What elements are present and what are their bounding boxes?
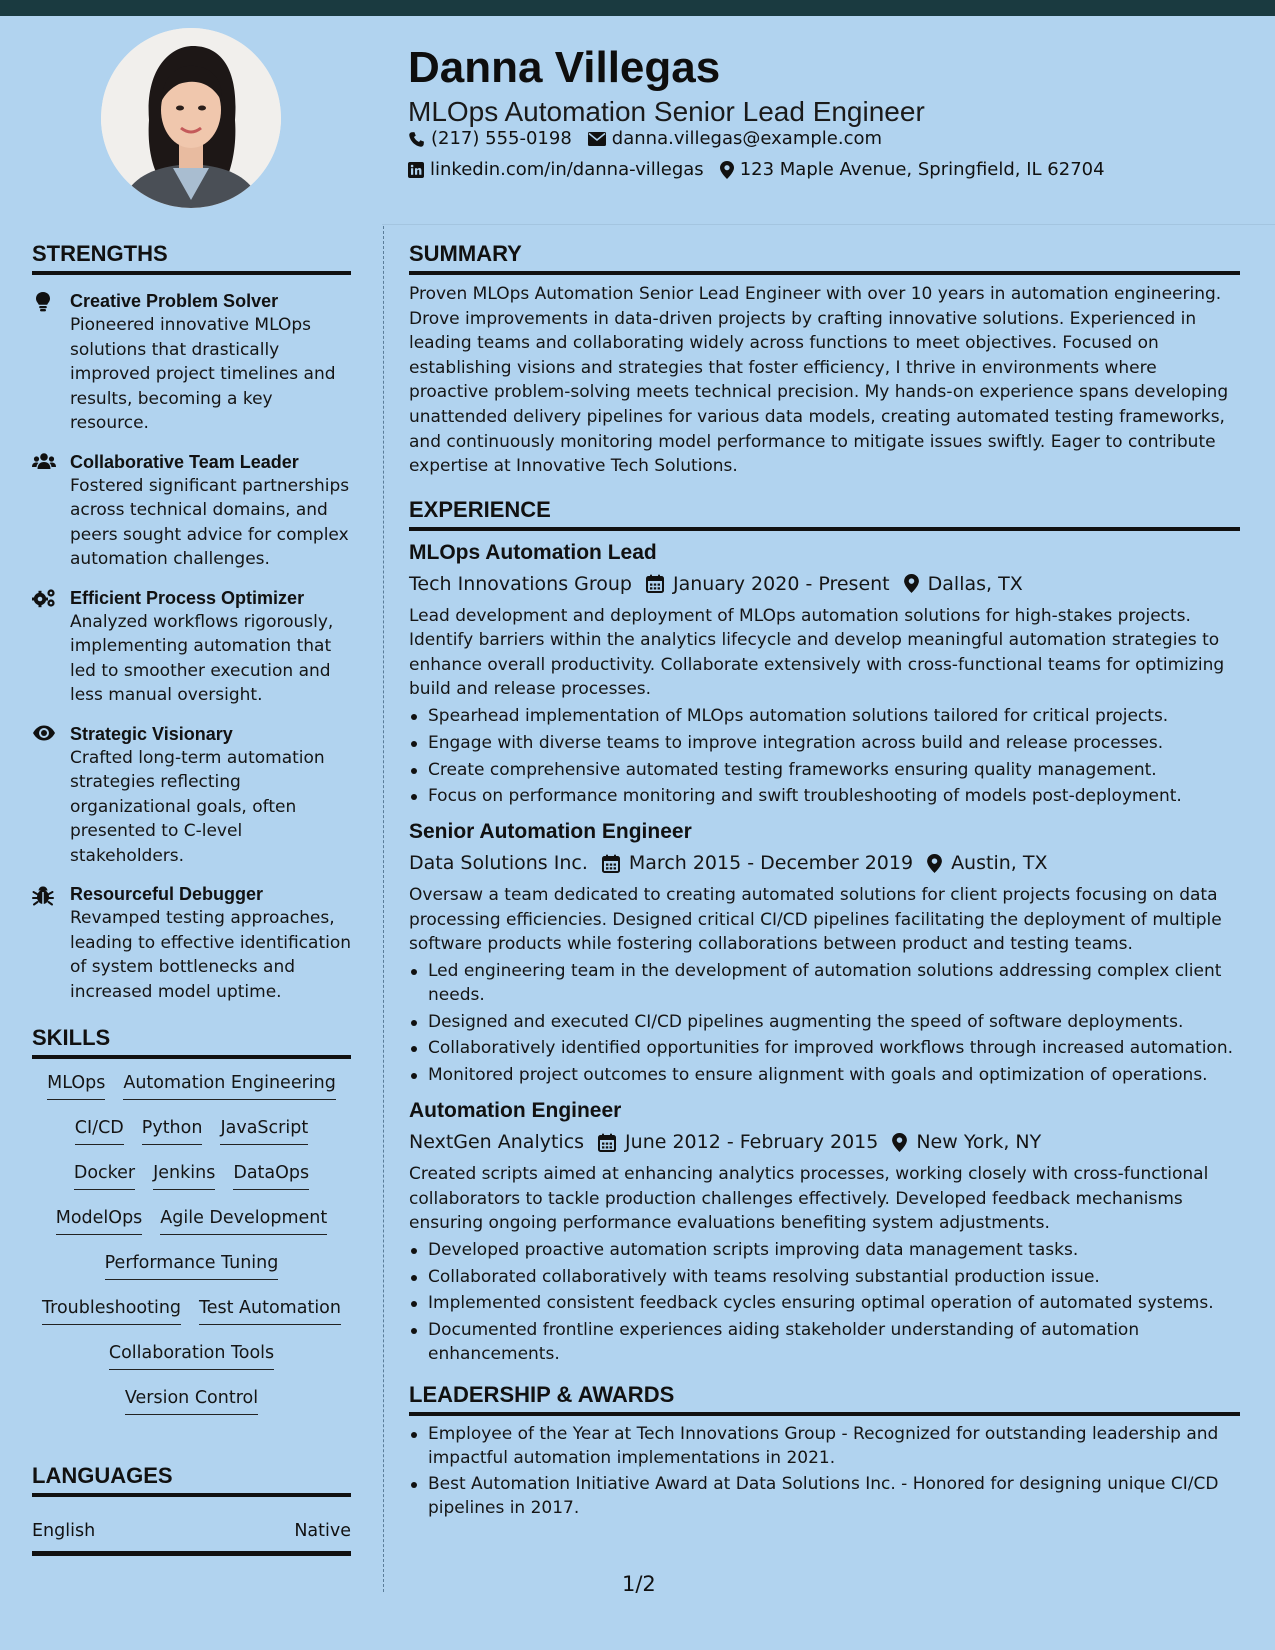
linkedin-contact[interactable] — [408, 158, 704, 182]
skill-row — [32, 1071, 351, 1116]
skill-tag: Troubleshooting — [42, 1296, 181, 1325]
job-location-text: Dallas, TX — [927, 572, 1023, 595]
phone-contact — [408, 127, 572, 151]
job-meta — [409, 849, 1240, 877]
eye-icon — [32, 724, 56, 744]
job-meta — [409, 570, 1240, 598]
award-item: Employee of the Year at Tech Innovations Group - Recognized for outstanding leadership and impactful automation implementations in 2021. — [428, 1422, 1240, 1470]
strength-description: Pioneered innovative MLOps solutions that drastically improved project timelines and results, becoming a key resource. — [70, 315, 336, 433]
job-title: Senior Automation Engineer — [409, 820, 692, 844]
strength-item — [32, 289, 351, 436]
email-contact[interactable] — [588, 127, 882, 151]
bullet-item: Spearhead implementation of MLOps automation solutions tailored for critical projects. — [428, 704, 1240, 728]
right-column — [409, 240, 1240, 1520]
skill-row — [32, 1296, 351, 1341]
skill-tag: Test Automation — [199, 1296, 341, 1325]
bullet-item: Documented frontline experiences aiding stakeholder understanding of automation enhancements. — [428, 1318, 1240, 1366]
skill-row — [32, 1341, 351, 1386]
skill-tag: Performance Tuning — [105, 1251, 279, 1280]
top-accent-bar — [0, 0, 1275, 16]
summary-text: Proven MLOps Automation Senior Lead Engineer with over 10 years in automation engineering. Drove improvements in data-driven projects by crafting innovative solutions. Experienced in leading teams and collaborating widely across functions to meet objectives. Focused on establishing visions and strategies that foster efficiency, I thrive in environments where proactive problem-solving meets technical precision. My hands-on experience spans developing unattended delivery pipelines for various data models, creating automated testing frameworks, and continuously monitoring model performance to mitigate issues swiftly. Eager to contribute expertise at Innovative Tech Solutions. — [409, 284, 1229, 477]
header-divider — [382, 224, 1275, 225]
bullet-item: Developed proactive automation scripts improving data management tasks. — [428, 1238, 1240, 1262]
job-bullets — [409, 959, 1240, 1087]
awards-heading: LEADERSHIP & AWARDS — [409, 1381, 1240, 1416]
strengths-list — [32, 289, 351, 1004]
company-name: NextGen Analytics — [409, 1131, 585, 1153]
job-entry — [409, 539, 1240, 808]
language-row — [32, 1519, 351, 1556]
bullet-item: Monitored project outcomes to ensure alignment with goals and optimization of operations. — [428, 1063, 1240, 1087]
users-icon — [32, 452, 56, 472]
strength-item — [32, 586, 351, 708]
strengths-heading: STRENGTHS — [32, 240, 351, 275]
bullet-item: Engage with diverse teams to improve integration across build and release processes. — [428, 731, 1240, 755]
awards-list — [409, 1422, 1240, 1521]
map-pin-icon — [892, 1133, 907, 1152]
skills-heading: SKILLS — [32, 1024, 351, 1059]
job-meta — [409, 1128, 1240, 1156]
job-title: MLOps Automation Lead — [409, 540, 657, 564]
languages-heading: LANGUAGES — [32, 1462, 351, 1497]
skill-tag: Docker — [74, 1161, 135, 1190]
job-entry — [409, 818, 1240, 1087]
strength-description: Crafted long-term automation strategies reflecting organizational goals, often presented to C-level stakeholders. — [70, 747, 325, 866]
strength-title: Strategic Visionary — [70, 723, 233, 744]
bullet-item: Collaboratively identified opportunities for improved workflows through increased automation. — [428, 1036, 1240, 1060]
skill-tag: Jenkins — [153, 1161, 215, 1190]
skill-tag: MLOps — [47, 1071, 105, 1100]
experience-heading: EXPERIENCE — [409, 496, 1240, 531]
skill-row — [32, 1206, 351, 1251]
job-entry — [409, 1097, 1240, 1366]
skill-tag: Automation Engineering — [123, 1071, 336, 1100]
linkedin-icon — [408, 162, 424, 178]
skill-tag: DataOps — [233, 1161, 309, 1190]
linkedin-text: linkedin.com/in/danna-villegas — [430, 159, 704, 180]
page-number: 1/2 — [622, 1572, 656, 1596]
candidate-role: MLOps Automation Senior Lead Engineer — [408, 96, 925, 127]
job-location — [927, 849, 1047, 877]
address-contact — [720, 158, 1105, 182]
job-description: Created scripts aimed at enhancing analytics processes, working closely with cross-functional collaborators to tackle production challenges effectively. Developed feedback mechanisms ensuring ongoing performance evaluations benefiting system adjustments. — [409, 1164, 1209, 1233]
job-dates-text: January 2020 - Present — [672, 572, 890, 595]
skill-row — [32, 1386, 351, 1431]
skill-tag: Collaboration Tools — [109, 1341, 274, 1370]
contact-row-1 — [408, 127, 898, 151]
skill-tag: ModelOps — [56, 1206, 143, 1235]
calendar-icon — [646, 574, 664, 593]
summary-heading: SUMMARY — [409, 240, 1240, 275]
language-level: Native — [294, 1521, 351, 1541]
map-pin-icon — [904, 574, 919, 593]
strength-title: Creative Problem Solver — [70, 291, 279, 311]
skill-tag: Agile Development — [160, 1206, 327, 1235]
bug-icon — [32, 884, 56, 904]
contact-row-2 — [408, 158, 1121, 182]
bullet-item: Focus on performance monitoring and swift troubleshooting of models post-deployment. — [428, 784, 1240, 808]
gears-icon — [32, 588, 56, 608]
job-location — [904, 570, 1023, 598]
skill-row — [32, 1116, 351, 1161]
job-location-text: New York, NY — [916, 1131, 1042, 1153]
calendar-icon — [598, 1133, 616, 1152]
strength-title: Efficient Process Optimizer — [70, 587, 305, 608]
job-bullets — [409, 704, 1240, 808]
envelope-icon — [588, 132, 606, 146]
strength-title: Resourceful Debugger — [70, 884, 264, 904]
skill-tag: JavaScript — [220, 1116, 308, 1145]
phone-icon — [408, 131, 425, 148]
skill-tag: CI/CD — [75, 1116, 124, 1145]
job-title: Automation Engineer — [409, 1099, 622, 1122]
skill-tag: Python — [142, 1116, 203, 1145]
column-divider — [383, 226, 384, 1592]
bullet-item: Led engineering team in the development of automation solutions addressing complex client needs. — [428, 959, 1240, 1007]
job-dates-text: June 2012 - February 2015 — [625, 1131, 879, 1153]
strength-item — [32, 450, 351, 572]
job-dates-text: March 2015 - December 2019 — [628, 852, 914, 875]
strength-item — [32, 722, 351, 869]
job-description: Oversaw a team dedicated to creating automated solutions for client projects focusing on data processing efficiencies. Designed critical CI/CD pipelines facilitating the deployment of multiple software products while fostering collaborations between product and testing teams. — [409, 885, 1222, 955]
job-location — [892, 1128, 1041, 1156]
job-dates — [646, 570, 890, 598]
award-item: Best Automation Initiative Award at Data Solutions Inc. - Honored for designing unique CI/CD pipelines in 2017. — [428, 1472, 1240, 1520]
strength-title: Collaborative Team Leader — [70, 451, 299, 472]
company-name: Tech Innovations Group — [409, 572, 632, 595]
skill-row — [32, 1251, 351, 1296]
lightbulb-icon — [32, 291, 56, 311]
bullet-item: Create comprehensive automated testing frameworks ensuring quality management. — [428, 758, 1240, 782]
job-location-text: Austin, TX — [951, 852, 1048, 875]
candidate-name: Danna Villegas — [408, 43, 721, 92]
job-dates — [598, 1128, 878, 1156]
skill-tag: Version Control — [125, 1386, 258, 1415]
bullet-item: Collaborated collaboratively with teams resolving substantial production issue. — [428, 1265, 1240, 1289]
address-text: 123 Maple Avenue, Springfield, IL 62704 — [739, 159, 1105, 180]
skills-list — [32, 1071, 351, 1431]
left-column — [32, 240, 351, 1556]
bullet-item: Designed and executed CI/CD pipelines augmenting the speed of software deployments. — [428, 1010, 1240, 1034]
company-name: Data Solutions Inc. — [409, 852, 588, 875]
phone-text: (217) 555-0198 — [431, 128, 572, 149]
email-text: danna.villegas@example.com — [611, 128, 883, 149]
profile-photo — [101, 28, 281, 208]
strength-description: Revamped testing approaches, leading to effective identification of system bottlenecks and increased model uptime. — [70, 908, 352, 1002]
job-description: Lead development and deployment of MLOps automation solutions for high-stakes projects. Identify barriers within the analytics lifecycle and develop meaningful automation strategies to enhance overall productivity. Collaborate extensively with cross-functional teams for optimizing build and release processes. — [409, 605, 1225, 700]
bullet-item: Implemented consistent feedback cycles ensuring optimal operation of automated systems. — [428, 1291, 1240, 1315]
strength-item — [32, 882, 351, 1004]
language-name: English — [32, 1521, 96, 1541]
strength-description: Analyzed workflows rigorously, implementing automation that led to smoother execution and less manual oversight. — [70, 611, 334, 705]
experience-list — [409, 539, 1240, 1366]
job-bullets — [409, 1238, 1240, 1366]
job-dates — [602, 849, 913, 877]
map-pin-icon — [927, 854, 942, 873]
calendar-icon — [602, 854, 620, 873]
map-pin-icon — [720, 161, 734, 179]
strength-description: Fostered significant partnerships across technical domains, and peers sought advice for complex automation challenges. — [70, 475, 350, 569]
skill-row — [32, 1161, 351, 1206]
